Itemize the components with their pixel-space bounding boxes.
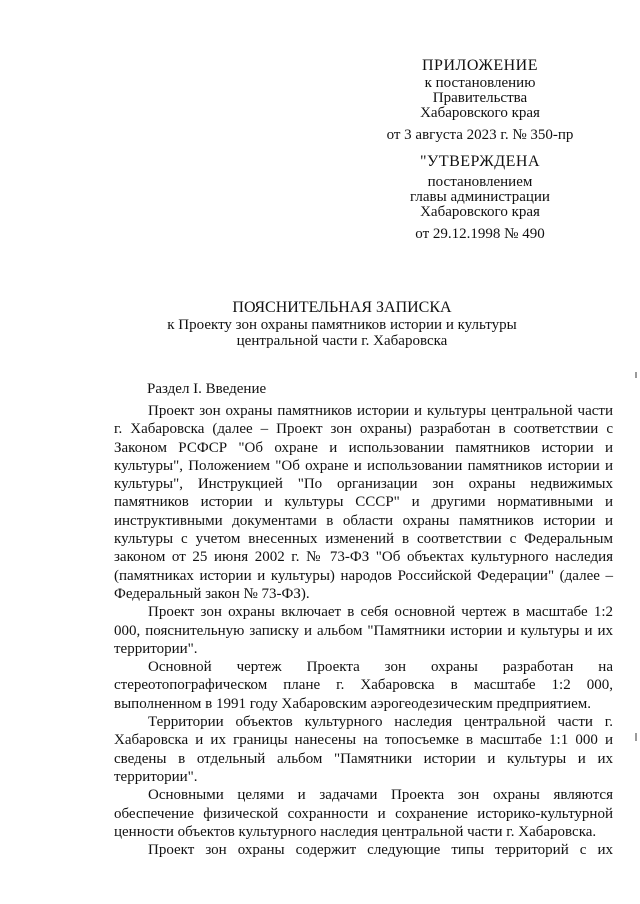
body-paragraph: Территории объектов культурного наследия центральной части г. Хабаровска и их границы нанесены на топосъемке в масштабе 1:1 000 и сведены в отдельный альбом "Памятники истории и культуры и их территории". bbox=[114, 714, 613, 785]
approval-stamp bbox=[355, 152, 605, 243]
appendix-date: от 3 августа 2023 г. № 350-пр bbox=[386, 127, 574, 143]
document-subtitle: центральной части г. Хабаровска bbox=[236, 333, 448, 349]
approval-line: главы администрации bbox=[410, 189, 550, 205]
scan-mark bbox=[635, 372, 637, 378]
section-heading: Раздел I. Введение bbox=[147, 381, 267, 397]
body-paragraph: Основными целями и задачами Проекта зон охраны являются обеспечение физической сохранности и сохранение историко-культурной ценности объектов культурного наследия центральной части г. Хабаровска. bbox=[114, 787, 613, 840]
appendix-title: ПРИЛОЖЕНИЕ bbox=[421, 57, 538, 74]
document-body bbox=[114, 379, 613, 859]
body-paragraph: Проект зон охраны содержит следующие типы территорий с их bbox=[148, 842, 613, 859]
appendix-line: к постановлению bbox=[424, 75, 536, 91]
approval-date: от 29.12.1998 № 490 bbox=[415, 226, 545, 242]
document-subtitle: к Проекту зон охраны памятников истории и культуры bbox=[167, 317, 517, 333]
appendix-line: Правительства bbox=[432, 90, 528, 106]
approval-title: "УТВЕРЖДЕНА bbox=[419, 153, 541, 170]
approval-line: постановлением bbox=[427, 174, 533, 190]
scan-mark bbox=[635, 733, 637, 741]
body-paragraph: Проект зон охраны включает в себя основной чертеж в масштабе 1:2 000, пояснительную записку и альбом "Памятники истории и культуры и их территории". bbox=[114, 604, 613, 657]
approval-line: Хабаровского края bbox=[420, 204, 540, 220]
document-title: ПОЯСНИТЕЛЬНАЯ ЗАПИСКА bbox=[232, 299, 452, 316]
body-paragraph: Основной чертеж Проекта зон охраны разработан на стереотопографическом плане г. Хабаровска в масштабе 1:2 000, выполненном в 1991 году Хабаровским аэрогеодезическим предприятием. bbox=[114, 659, 613, 712]
appendix-line: Хабаровского края bbox=[420, 105, 540, 121]
body-paragraph: Проект зон охраны памятников истории и культуры центральной части г. Хабаровска (далее – Проект зон охраны) разработан в соответствии с Законом РСФСР "Об охране и использовании памятников истории и культуры", Положением "Об охране и использовании памятников истории и культуры", Инструкцией "По организации зон охраны недвижимых памятников истории и культуры СССР" и другими нормативными и инструктивными документами в области охраны памятников истории и культуры с учетом внесенных изменений в соответствии с Федеральным законом от 25 июня 2002 г. № 73-ФЗ "Об объектах культурного наследия (памятниках истории и культуры) народов Российской Федерации" (далее – Федеральный закон № 73-ФЗ). bbox=[114, 403, 613, 602]
appendix-stamp bbox=[355, 56, 605, 144]
document-heading bbox=[0, 298, 640, 349]
